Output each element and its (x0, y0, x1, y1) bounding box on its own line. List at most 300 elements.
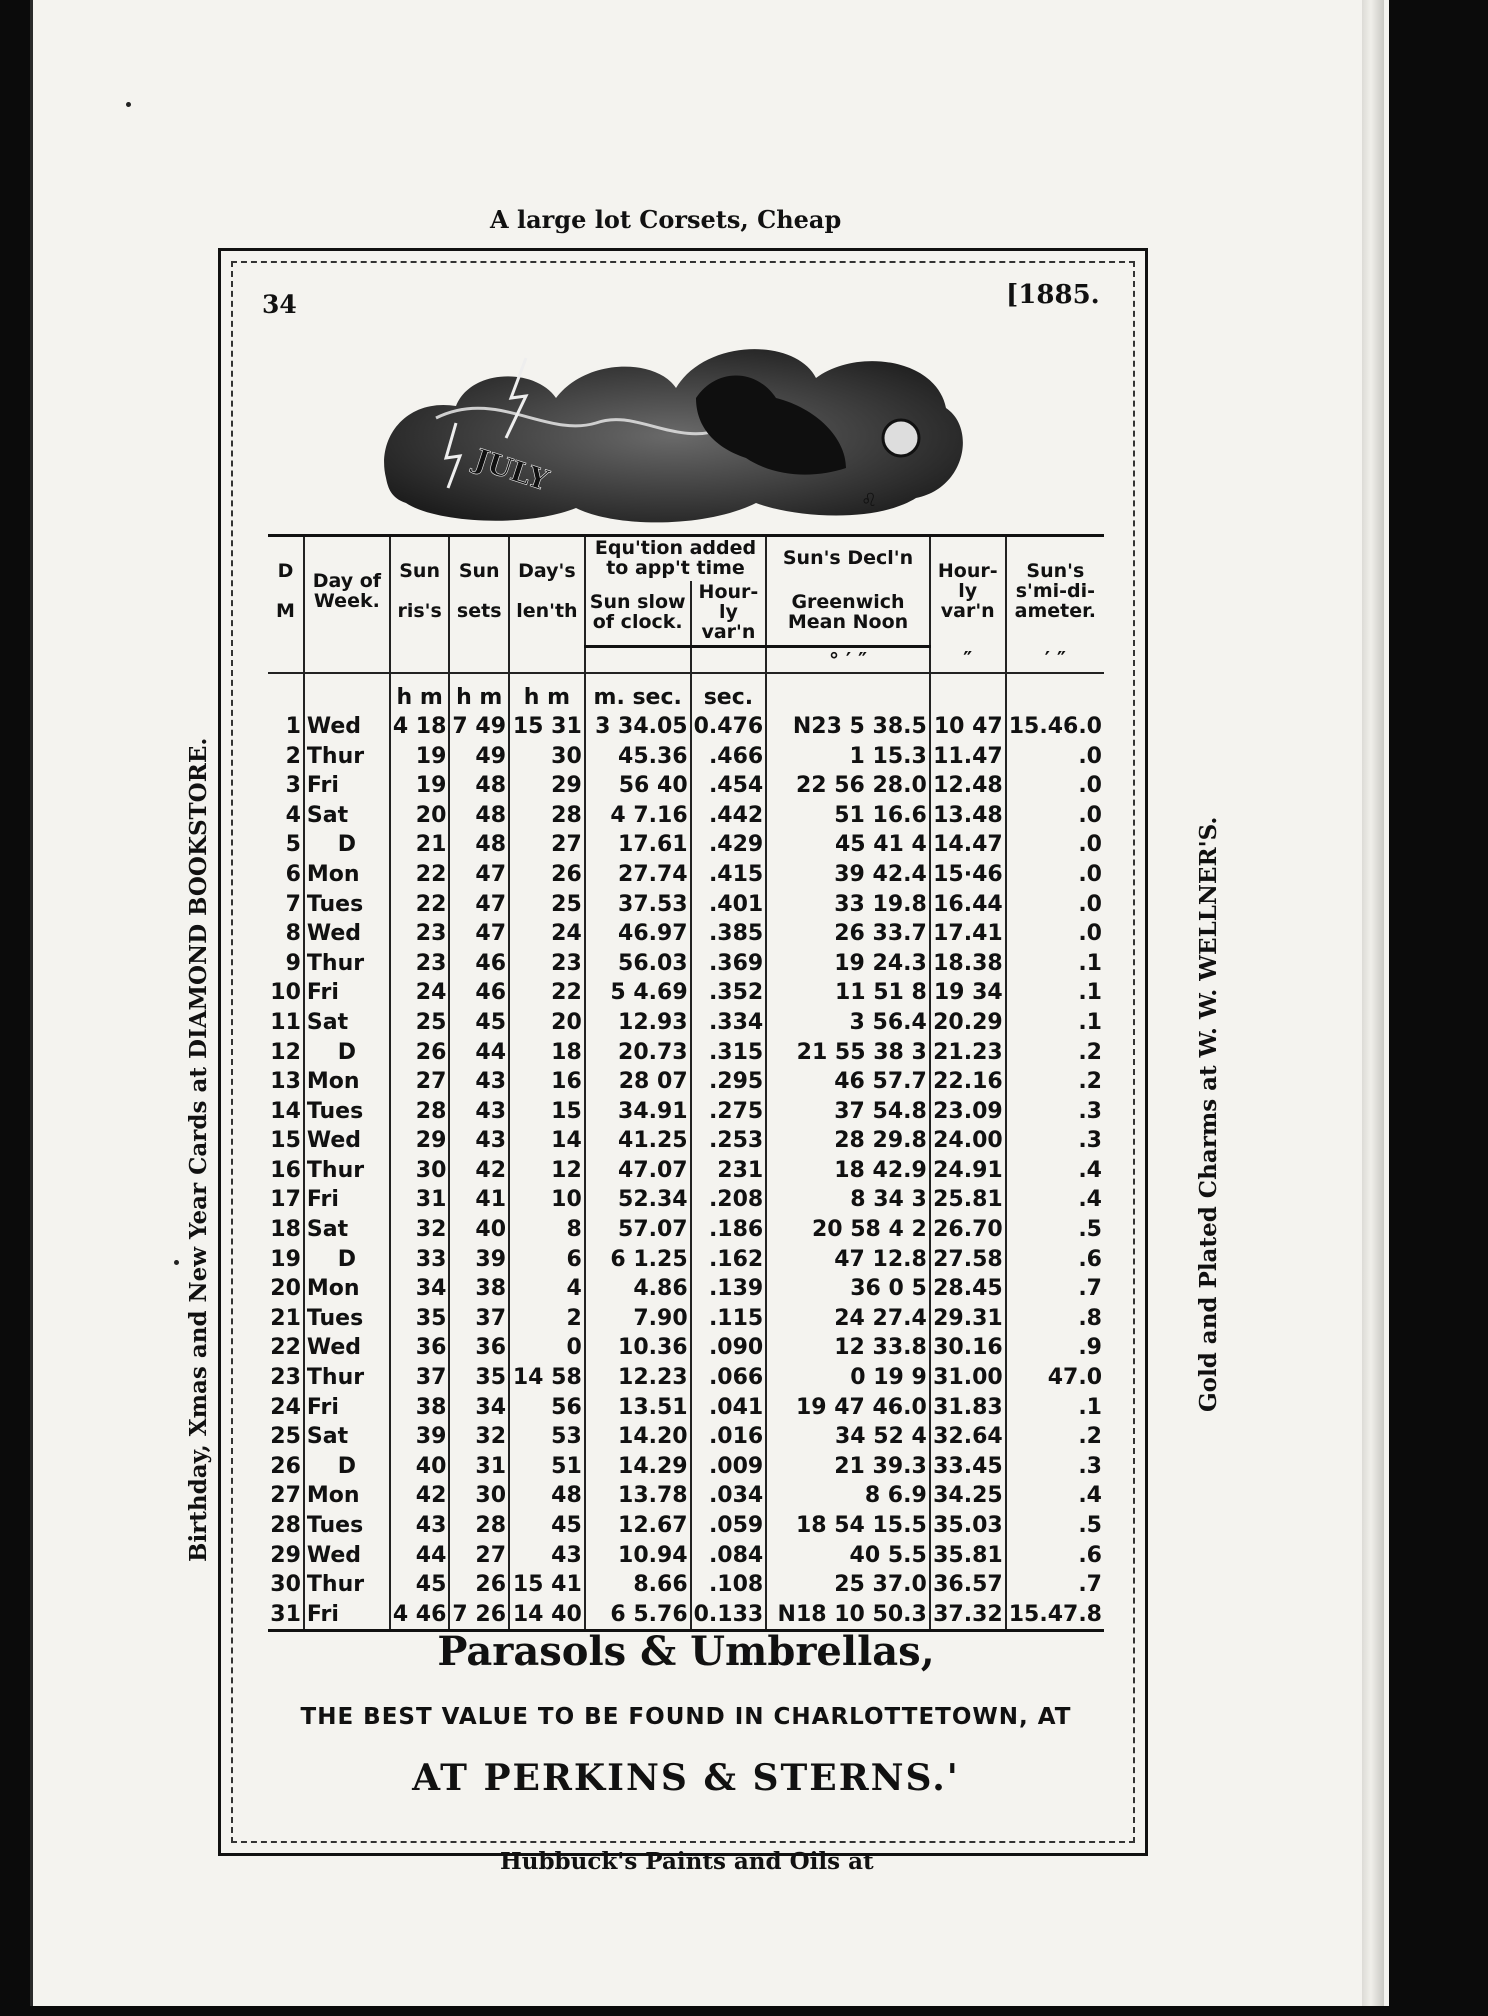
cell-hourly-var-eq: .016 (691, 1422, 767, 1452)
col-sun-slow: Sun slow of clock. (585, 581, 691, 646)
cell-declination: 20 58 4 2 (766, 1215, 930, 1245)
cell-sun-rises: 30 (390, 1156, 450, 1186)
cell-hourly-var-eq: .115 (691, 1304, 767, 1334)
cell-declination: 22 56 28.0 (766, 771, 930, 801)
cell-semidiameter: .3 (1078, 1098, 1102, 1124)
cell-hourly-var-eq: .034 (691, 1481, 767, 1511)
cell-semidiameter: .3 (1078, 1453, 1102, 1479)
cell-days-length: 29 (509, 771, 585, 801)
cell-semidiameter: .6 (1078, 1542, 1102, 1568)
cell-days-length: 14 40 (509, 1600, 585, 1631)
cell-sun-slow: 4 7.16 (585, 800, 691, 830)
cell-days-length: 22 (509, 978, 585, 1008)
decl-units: ° ′ ″ (766, 646, 930, 673)
cell-sun-rises: 43 (390, 1511, 450, 1541)
cell-declination: 0 19 9 (766, 1363, 930, 1393)
cell-sun-sets: 48 (449, 800, 509, 830)
cell-sun-slow: 47.07 (585, 1156, 691, 1186)
cell-days-length: 16 (509, 1067, 585, 1097)
cell-sun-slow: 12.67 (585, 1511, 691, 1541)
cell-hourly-var-eq: .369 (691, 948, 767, 978)
table-row (268, 1511, 1104, 1541)
col-day-of-week: Day of Week. (304, 536, 390, 647)
cell-sun-rises: 29 (390, 1126, 450, 1156)
cell-hourly-var-decl: 25.81 (930, 1185, 1006, 1215)
cell-sun-slow: 14.20 (585, 1422, 691, 1452)
cell-day-of-week: Wed (304, 919, 390, 949)
bottom-advert: Hubbuck's Paints and Oils at (500, 1848, 874, 1875)
cell-days-length: 27 (509, 830, 585, 860)
cell-hourly-var-decl: 37.32 (930, 1600, 1006, 1631)
cell-days-length: 28 (509, 800, 585, 830)
cell-days-length: 30 (509, 741, 585, 771)
cell-semidiameter: .1 (1078, 1009, 1102, 1035)
cell-day-number: 3 (268, 771, 304, 801)
emblem-month-label: JULY (470, 442, 553, 498)
cell-sun-slow: 13.51 (585, 1392, 691, 1422)
cell-declination: 19 24.3 (766, 948, 930, 978)
cell-day-of-week: Fri (304, 1185, 390, 1215)
cell-day-of-week: Thur (304, 741, 390, 771)
cell-declination: 39 42.4 (766, 860, 930, 890)
cell-sun-slow: 12.93 (585, 1008, 691, 1038)
cell-hourly-var-eq: .454 (691, 771, 767, 801)
cell-day-of-week: Thur (304, 1363, 390, 1393)
cell-days-length: 25 (509, 889, 585, 919)
cell-sun-rises: 26 (390, 1037, 450, 1067)
july-thunder-emblem (376, 328, 976, 528)
cell-day-number: 30 (268, 1570, 304, 1600)
cell-sun-slow: 6 1.25 (585, 1244, 691, 1274)
cell-sun-sets: 47 (449, 919, 509, 949)
cell-hourly-var-decl: 13.48 (930, 800, 1006, 830)
table-row (268, 1067, 1104, 1097)
cell-day-number: 13 (268, 1067, 304, 1097)
cell-hourly-var-decl: 20.29 (930, 1008, 1006, 1038)
cell-sun-sets: 43 (449, 1067, 509, 1097)
cell-day-number: 7 (268, 889, 304, 919)
cell-semidiameter: .3 (1078, 1128, 1102, 1154)
cell-hourly-var-decl: 14.47 (930, 830, 1006, 860)
page-edge-strip (1362, 0, 1384, 2006)
table-row (268, 1126, 1104, 1156)
cell-semidiameter: .1 (1078, 1394, 1102, 1420)
cell-sun-sets: 47 (449, 860, 509, 890)
cell-semidiameter: .0 (1078, 832, 1102, 858)
cell-sun-rises: 23 (390, 919, 450, 949)
cell-hourly-var-decl: 35.03 (930, 1511, 1006, 1541)
cell-sun-slow: 20.73 (585, 1037, 691, 1067)
cell-hourly-var-decl: 24.00 (930, 1126, 1006, 1156)
cell-declination: 1 15.3 (766, 741, 930, 771)
cell-semidiameter: .8 (1078, 1305, 1102, 1331)
cell-day-number: 2 (268, 741, 304, 771)
cell-hourly-var-decl: 31.83 (930, 1392, 1006, 1422)
cell-day-number: 20 (268, 1274, 304, 1304)
cell-declination: 18 42.9 (766, 1156, 930, 1186)
cell-sun-sets: 44 (449, 1037, 509, 1067)
cell-days-length: 0 (509, 1333, 585, 1363)
cell-sun-rises: 44 (390, 1540, 450, 1570)
cell-hourly-var-eq: .352 (691, 978, 767, 1008)
cell-day-of-week: Wed (304, 1540, 390, 1570)
col-sun-sets: Sun sets (449, 536, 509, 647)
cell-sun-sets: 35 (449, 1363, 509, 1393)
cell-hourly-var-eq: .066 (691, 1363, 767, 1393)
cell-hourly-var-eq: .208 (691, 1185, 767, 1215)
cell-day-of-week: Fri (304, 771, 390, 801)
col-hourly-var-eq: Hour- ly var'n (691, 581, 767, 646)
cell-day-number: 18 (268, 1215, 304, 1245)
cell-day-number: 27 (268, 1481, 304, 1511)
cell-day-number: 15 (268, 1126, 304, 1156)
cell-declination: N23 5 38.5 (766, 712, 930, 742)
cell-declination: 18 54 15.5 (766, 1511, 930, 1541)
cell-sun-slow: 27.74 (585, 860, 691, 890)
cell-day-of-week: Thur (304, 948, 390, 978)
cell-day-of-week: Sat (304, 1215, 390, 1245)
cell-day-of-week: Tues (304, 1304, 390, 1334)
cell-sun-sets: 7 26 (449, 1600, 509, 1631)
cell-sun-slow: 57.07 (585, 1215, 691, 1245)
year-label: [1885. (1006, 280, 1100, 310)
cell-days-length: 14 (509, 1126, 585, 1156)
cell-sun-rises: 24 (390, 978, 450, 1008)
cell-declination: 34 52 4 (766, 1422, 930, 1452)
cell-declination: 12 33.8 (766, 1333, 930, 1363)
table-row (268, 1600, 1104, 1631)
table-row (268, 800, 1104, 830)
cell-day-of-week: Thur (304, 1156, 390, 1186)
cell-hourly-var-eq: .466 (691, 741, 767, 771)
cell-sun-rises: 35 (390, 1304, 450, 1334)
cell-hourly-var-decl: 36.57 (930, 1570, 1006, 1600)
cell-sun-rises: 45 (390, 1570, 450, 1600)
cell-sun-sets: 42 (449, 1156, 509, 1186)
cell-declination: 25 37.0 (766, 1570, 930, 1600)
cell-sun-sets: 46 (449, 978, 509, 1008)
cell-semidiameter: .1 (1078, 980, 1102, 1006)
speck (126, 102, 131, 107)
cell-hourly-var-eq: .401 (691, 889, 767, 919)
cell-hourly-var-decl: 33.45 (930, 1452, 1006, 1482)
cell-sun-rises: 28 (390, 1096, 450, 1126)
cell-sun-slow: 46.97 (585, 919, 691, 949)
cell-hourly-var-eq: 0.476 (691, 712, 767, 742)
cell-days-length: 51 (509, 1452, 585, 1482)
cell-hourly-var-eq: .415 (691, 860, 767, 890)
cell-hourly-var-eq: .041 (691, 1392, 767, 1422)
cell-hourly-var-decl: 12.48 (930, 771, 1006, 801)
table-row (268, 1215, 1104, 1245)
cell-sun-rises: 38 (390, 1392, 450, 1422)
table-row (268, 1008, 1104, 1038)
cell-declination: 45 41 4 (766, 830, 930, 860)
cell-day-number: 16 (268, 1156, 304, 1186)
cell-day-number: 31 (268, 1600, 304, 1631)
page-number: 34 (262, 290, 297, 319)
table-row (268, 1363, 1104, 1393)
table-row (268, 860, 1104, 890)
cell-day-of-week: Thur (304, 1570, 390, 1600)
semidiameter-units: ′ ″ (1006, 646, 1104, 673)
cell-day-of-week: D (304, 1452, 390, 1482)
cell-day-number: 10 (268, 978, 304, 1008)
col-sun-rises: Sun ris's (390, 536, 450, 647)
cell-sun-slow: 8.66 (585, 1570, 691, 1600)
cell-day-of-week: Wed (304, 1333, 390, 1363)
cell-days-length: 48 (509, 1481, 585, 1511)
cell-sun-slow: 34.91 (585, 1096, 691, 1126)
cell-sun-rises: 27 (390, 1067, 450, 1097)
cell-sun-sets: 48 (449, 771, 509, 801)
cell-sun-slow: 5 4.69 (585, 978, 691, 1008)
cell-sun-slow: 3 34.05 (585, 712, 691, 742)
cell-sun-rises: 20 (390, 800, 450, 830)
cell-hourly-var-decl: 15·46 (930, 860, 1006, 890)
cell-hourly-var-decl: 16.44 (930, 889, 1006, 919)
cell-hourly-var-eq: .084 (691, 1540, 767, 1570)
cell-day-number: 22 (268, 1333, 304, 1363)
cell-hourly-var-eq: .295 (691, 1067, 767, 1097)
table-row (268, 978, 1104, 1008)
cell-semidiameter: .1 (1078, 950, 1102, 976)
cell-day-of-week: Tues (304, 1096, 390, 1126)
cell-sun-slow: 56.03 (585, 948, 691, 978)
cell-hourly-var-eq: .108 (691, 1570, 767, 1600)
table-row (268, 889, 1104, 919)
cell-sun-rises: 36 (390, 1333, 450, 1363)
cell-days-length: 43 (509, 1540, 585, 1570)
cell-declination: 47 12.8 (766, 1244, 930, 1274)
cell-hourly-var-eq: .429 (691, 830, 767, 860)
cell-days-length: 8 (509, 1215, 585, 1245)
cell-sun-rises: 31 (390, 1185, 450, 1215)
cell-sun-rises: 25 (390, 1008, 450, 1038)
col-equation: Equ'tion added to app't time (585, 536, 766, 581)
table-row (268, 1540, 1104, 1570)
cell-sun-slow: 13.78 (585, 1481, 691, 1511)
cell-hourly-var-decl: 35.81 (930, 1540, 1006, 1570)
cell-days-length: 53 (509, 1422, 585, 1452)
cell-semidiameter: .4 (1078, 1157, 1102, 1183)
cell-sun-sets: 41 (449, 1185, 509, 1215)
cell-hourly-var-eq: .315 (691, 1037, 767, 1067)
cell-day-of-week: Fri (304, 1392, 390, 1422)
cell-sun-slow: 28 07 (585, 1067, 691, 1097)
cell-day-number: 25 (268, 1422, 304, 1452)
cell-hourly-var-eq: .090 (691, 1333, 767, 1363)
cell-semidiameter: .5 (1078, 1513, 1102, 1539)
cell-day-of-week: Tues (304, 889, 390, 919)
cell-day-of-week: D (304, 1244, 390, 1274)
table-row (268, 1333, 1104, 1363)
cell-day-number: 21 (268, 1304, 304, 1334)
cell-semidiameter: 15.47.8 (1006, 1600, 1104, 1631)
cell-sun-sets: 28 (449, 1511, 509, 1541)
cell-semidiameter: .0 (1078, 773, 1102, 799)
advert-store: AT PERKINS & STERNS.' (412, 1757, 960, 1799)
cell-day-of-week: Sat (304, 1008, 390, 1038)
unit-sun-slow: m. sec. (585, 673, 691, 712)
cell-sun-slow: 4.86 (585, 1274, 691, 1304)
cell-sun-slow: 52.34 (585, 1185, 691, 1215)
cell-hourly-var-eq: .162 (691, 1244, 767, 1274)
cell-day-number: 23 (268, 1363, 304, 1393)
unit-sets: h m (449, 673, 509, 712)
table-row (268, 1481, 1104, 1511)
cell-days-length: 20 (509, 1008, 585, 1038)
cell-declination: 21 39.3 (766, 1452, 930, 1482)
cell-day-number: 26 (268, 1452, 304, 1482)
table-row (268, 1244, 1104, 1274)
cell-day-of-week: Wed (304, 712, 390, 742)
cell-hourly-var-decl: 29.31 (930, 1304, 1006, 1334)
cell-sun-sets: 37 (449, 1304, 509, 1334)
cell-sun-sets: 38 (449, 1274, 509, 1304)
cell-semidiameter: .2 (1078, 1069, 1102, 1095)
cell-sun-sets: 43 (449, 1096, 509, 1126)
cell-hourly-var-decl: 18.38 (930, 948, 1006, 978)
cell-declination: 37 54.8 (766, 1096, 930, 1126)
cell-day-of-week: Sat (304, 1422, 390, 1452)
cell-sun-rises: 4 18 (390, 712, 450, 742)
cell-sun-sets: 39 (449, 1244, 509, 1274)
col-semidiameter: Sun's s'mi-di- ameter. (1006, 536, 1104, 647)
cell-sun-sets: 34 (449, 1392, 509, 1422)
cell-sun-sets: 45 (449, 1008, 509, 1038)
col-day-number: D M (268, 536, 304, 647)
cell-sun-rises: 22 (390, 860, 450, 890)
cell-semidiameter: .0 (1078, 891, 1102, 917)
cell-sun-sets: 46 (449, 948, 509, 978)
cell-days-length: 24 (509, 919, 585, 949)
cell-day-of-week: D (304, 830, 390, 860)
cell-day-of-week: Wed (304, 1126, 390, 1156)
cell-sun-slow: 56 40 (585, 771, 691, 801)
cell-days-length: 26 (509, 860, 585, 890)
cell-hourly-var-decl: 21.23 (930, 1037, 1006, 1067)
cell-semidiameter: .7 (1078, 1572, 1102, 1598)
almanac-table (268, 534, 1104, 1632)
cell-day-number: 17 (268, 1185, 304, 1215)
table-row (268, 1037, 1104, 1067)
cell-sun-rises: 33 (390, 1244, 450, 1274)
cell-semidiameter: .2 (1078, 1039, 1102, 1065)
cell-day-of-week: Sat (304, 800, 390, 830)
cell-days-length: 45 (509, 1511, 585, 1541)
cell-days-length: 6 (509, 1244, 585, 1274)
cell-sun-rises: 19 (390, 741, 450, 771)
cell-semidiameter: .4 (1078, 1187, 1102, 1213)
cell-semidiameter: .0 (1078, 861, 1102, 887)
cell-hourly-var-eq: .442 (691, 800, 767, 830)
cell-day-number: 29 (268, 1540, 304, 1570)
cell-day-of-week: Fri (304, 1600, 390, 1631)
cell-sun-sets: 47 (449, 889, 509, 919)
cell-sun-rises: 42 (390, 1481, 450, 1511)
cell-days-length: 15 31 (509, 712, 585, 742)
table-row (268, 1392, 1104, 1422)
cell-sun-sets: 27 (449, 1540, 509, 1570)
cell-semidiameter: .7 (1078, 1276, 1102, 1302)
table-row (268, 712, 1104, 742)
cell-day-of-week: Fri (304, 978, 390, 1008)
cell-declination: 24 27.4 (766, 1304, 930, 1334)
cell-sun-rises: 19 (390, 771, 450, 801)
cell-hourly-var-eq: .139 (691, 1274, 767, 1304)
cell-hourly-var-eq: .009 (691, 1452, 767, 1482)
cell-sun-slow: 10.94 (585, 1540, 691, 1570)
cell-day-number: 11 (268, 1008, 304, 1038)
cell-days-length: 4 (509, 1274, 585, 1304)
cell-days-length: 15 41 (509, 1570, 585, 1600)
cell-declination: 3 56.4 (766, 1008, 930, 1038)
cell-hourly-var-decl: 24.91 (930, 1156, 1006, 1186)
cell-sun-sets: 40 (449, 1215, 509, 1245)
cell-sun-sets: 32 (449, 1422, 509, 1452)
cell-sun-slow: 12.23 (585, 1363, 691, 1393)
advert-title: Parasols & Umbrellas, (437, 1628, 935, 1675)
cell-semidiameter: .5 (1078, 1217, 1102, 1243)
cell-semidiameter: 15.46.0 (1008, 713, 1102, 739)
table-row (268, 741, 1104, 771)
right-margin-advert: Gold and Plated Charms at W. W. WELLNER'S. (1195, 816, 1222, 1412)
table-row (268, 1452, 1104, 1482)
cell-hourly-var-decl: 34.25 (930, 1481, 1006, 1511)
cell-sun-slow: 45.36 (585, 741, 691, 771)
cell-day-of-week: Tues (304, 1511, 390, 1541)
table-row (268, 1185, 1104, 1215)
cell-day-of-week: Mon (304, 1067, 390, 1097)
hourly-units: ″ (930, 646, 1006, 673)
table-row (268, 1156, 1104, 1186)
col-declination: Sun's Decl'n (766, 536, 930, 581)
cell-sun-slow: 10.36 (585, 1333, 691, 1363)
cell-day-of-week: Mon (304, 1274, 390, 1304)
table-row (268, 948, 1104, 978)
unit-length: h m (509, 673, 585, 712)
cell-days-length: 12 (509, 1156, 585, 1186)
cell-declination: 33 19.8 (766, 889, 930, 919)
cell-day-number: 6 (268, 860, 304, 890)
table-row (268, 771, 1104, 801)
cell-semidiameter: .0 (1078, 921, 1102, 947)
cell-day-number: 19 (268, 1244, 304, 1274)
cell-hourly-var-decl: 26.70 (930, 1215, 1006, 1245)
cell-sun-slow: 7.90 (585, 1304, 691, 1334)
cell-day-number: 9 (268, 948, 304, 978)
cell-day-number: 14 (268, 1096, 304, 1126)
cell-sun-sets: 7 49 (449, 712, 509, 742)
cell-declination: 11 51 8 (766, 978, 930, 1008)
cell-hourly-var-decl: 23.09 (930, 1096, 1006, 1126)
cell-sun-sets: 31 (449, 1452, 509, 1482)
cell-hourly-var-decl: 30.16 (930, 1333, 1006, 1363)
cell-hourly-var-decl: 11.47 (930, 741, 1006, 771)
table-row (268, 1422, 1104, 1452)
cell-hourly-var-eq: .253 (691, 1126, 767, 1156)
cell-declination: 21 55 38 3 (766, 1037, 930, 1067)
advert-subtitle: THE BEST VALUE TO BE FOUND IN CHARLOTTETOWN, AT (300, 1704, 1072, 1730)
cell-declination: 46 57.7 (766, 1067, 930, 1097)
cell-sun-rises: 34 (390, 1274, 450, 1304)
cell-declination: 26 33.7 (766, 919, 930, 949)
cell-hourly-var-decl: 32.64 (930, 1422, 1006, 1452)
cell-hourly-var-decl: 27.58 (930, 1244, 1006, 1274)
cell-day-number: 1 (268, 712, 304, 742)
cell-semidiameter: .9 (1078, 1335, 1102, 1361)
